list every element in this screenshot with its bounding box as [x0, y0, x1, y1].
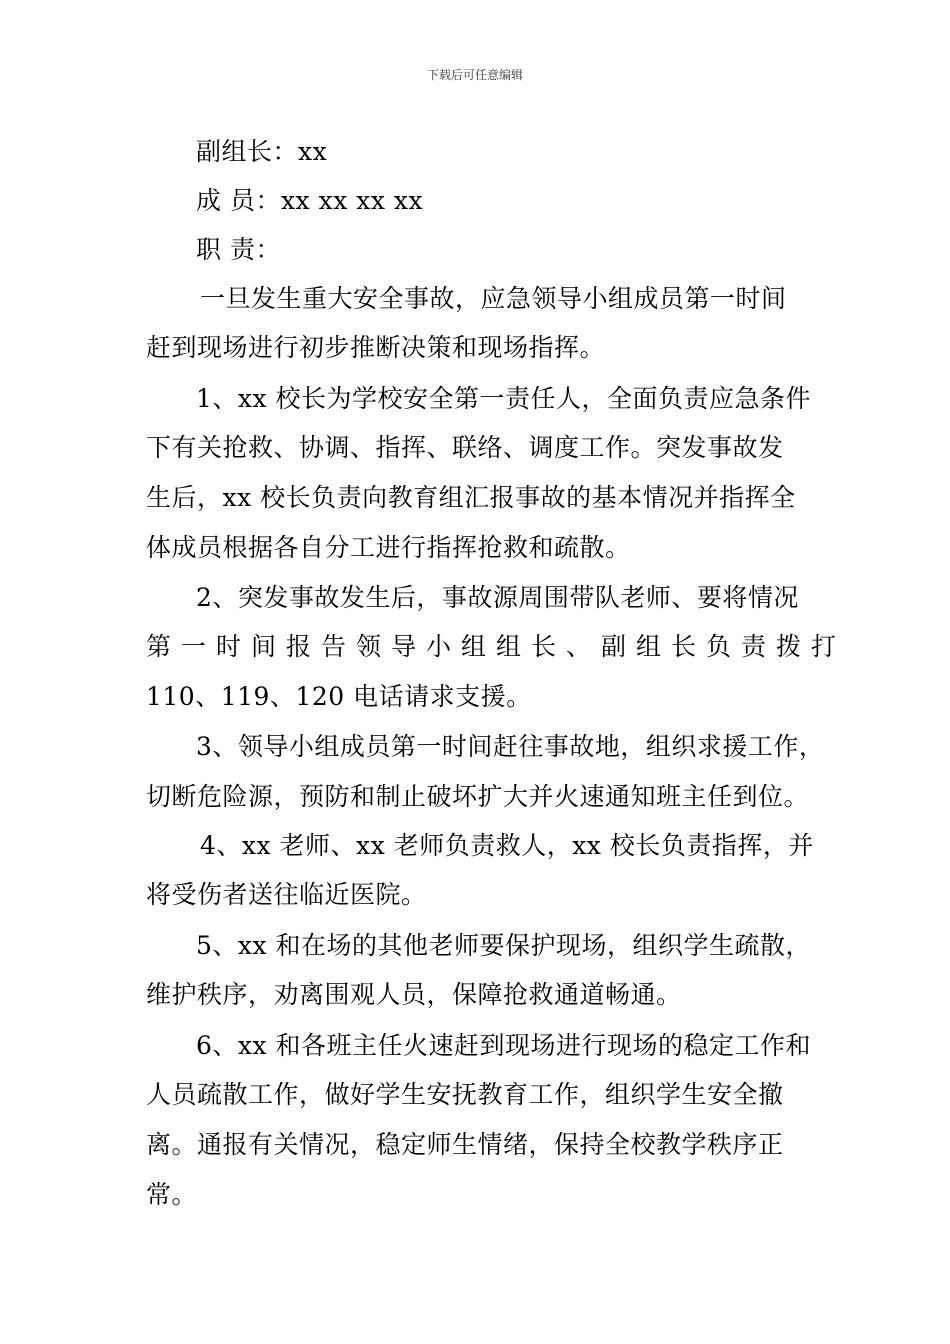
header-note: 下载后可任意编辑 — [426, 68, 523, 82]
text-line-members: 成 员：xx xx xx xx — [196, 186, 424, 215]
text-line: 110、119、120 电话请求支援。 — [146, 682, 532, 711]
text-line: 切断危险源，预防和制止破坏扩大并火速通知班主任到位。 — [146, 782, 810, 811]
text-line: 一旦发生重大安全事故，应急领导小组成员第一时间 — [200, 284, 787, 313]
text-line: 4、xx 老师、xx 老师负责救人，xx 校长负责指挥，并 — [200, 831, 814, 860]
text-line: 生后，xx 校长负责向教育组汇报事故的基本情况并指挥全 — [146, 483, 796, 512]
text-line: 赶到现场进行初步推断决策和现场指挥。 — [146, 333, 606, 362]
text-line-deputy-leader: 副组长：xx — [196, 137, 328, 166]
text-line: 第一时间报告领导小组组长、副组长负责拨打 — [146, 632, 847, 661]
text-line: 5、xx 和在场的其他老师要保护现场，组织学生疏散， — [196, 931, 812, 960]
text-line: 体成员根据各自分工进行指挥抢救和疏散。 — [146, 533, 631, 562]
text-line: 将受伤者送往临近医院。 — [146, 880, 427, 909]
text-line: 人员疏散工作，做好学生安抚教育工作，组织学生安全撤 — [146, 1080, 784, 1109]
text-line: 6、xx 和各班主任火速赶到现场进行现场的稳定工作和 — [196, 1031, 812, 1060]
text-line: 1、xx 校长为学校安全第一责任人，全面负责应急条件 — [196, 384, 812, 413]
text-line: 3、领导小组成员第一时间赶往事故地，组织求援工作， — [196, 732, 825, 761]
text-line: 2、突发事故发生后，事故源周围带队老师、要将情况 — [196, 583, 799, 612]
text-line: 常。 — [146, 1180, 198, 1209]
text-line: 维护秩序，劝离围观人员，保障抢救通道畅通。 — [146, 980, 682, 1009]
text-line: 下有关抢救、协调、指挥、联络、调度工作。突发事故发 — [146, 433, 784, 462]
text-line: 离。通报有关情况，稳定师生情绪，保持全校教学秩序正 — [146, 1130, 784, 1159]
text-line-duties-heading: 职 责： — [196, 235, 281, 264]
